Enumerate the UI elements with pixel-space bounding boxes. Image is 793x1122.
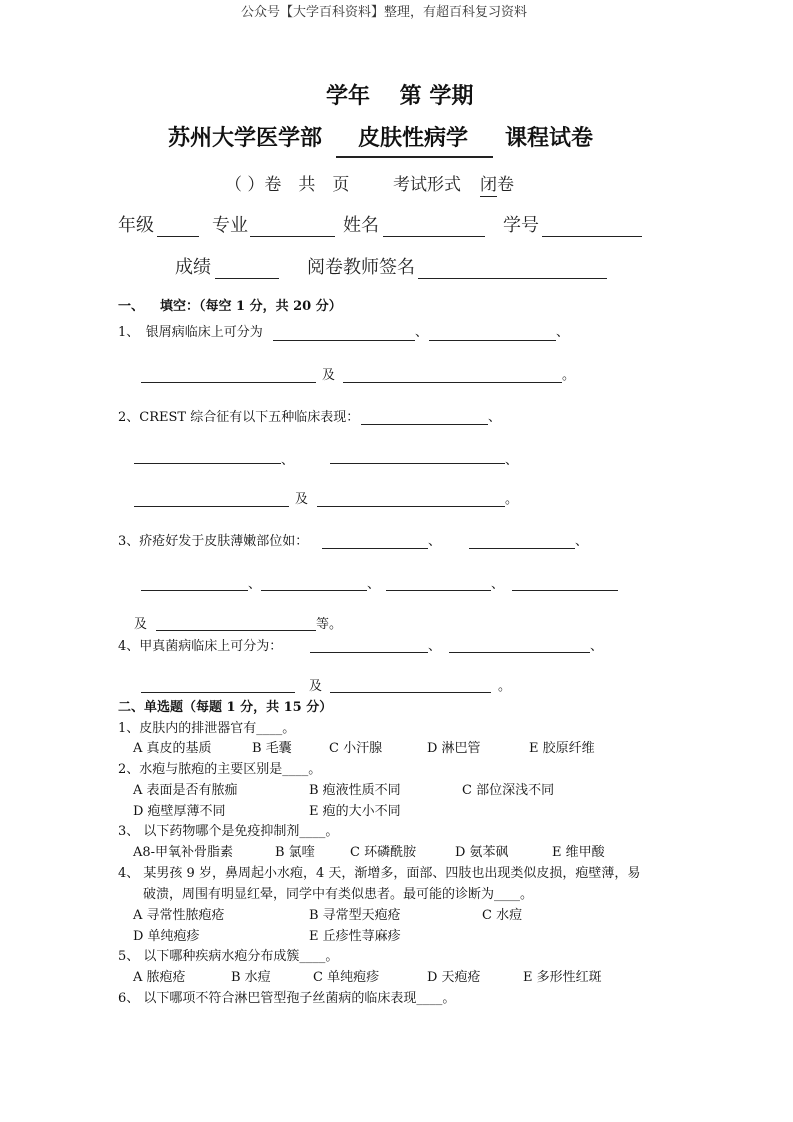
question-1: 1、 银屑病临床上可分为 — [118, 325, 263, 340]
answer-blank[interactable] — [134, 506, 289, 507]
volume-pages: （ ）卷 共 页 — [225, 175, 350, 195]
separator: 、 — [505, 453, 519, 468]
course-underline — [336, 156, 493, 158]
mc-question-6: 6、 以下哪项不符合淋巴管型孢子丝菌病的临床表现____。 — [118, 991, 456, 1006]
answer-blank[interactable] — [134, 463, 281, 464]
separator: 、 — [281, 453, 295, 468]
answer-blank[interactable] — [322, 548, 428, 549]
mc-question-5: 5、 以下哪种疾病水疱分布成簇____。 — [118, 949, 339, 964]
option-e[interactable]: E 丘疹性荨麻疹 — [309, 929, 401, 944]
mc-question-4: 4、 某男孩 9 岁，鼻周起小水疱，4 天，渐增多，面部、四肢也出现类似皮损，疱壁薄，易 — [118, 866, 641, 881]
title-school: 苏州大学医学部 — [168, 125, 323, 151]
mc-question-1: 1、皮肤内的排泄器官有____。 — [118, 721, 296, 736]
and-text: 及 — [134, 617, 148, 632]
option-a[interactable]: A 脓疱疮 — [133, 970, 186, 985]
answer-blank[interactable] — [386, 590, 491, 591]
major-label: 专业 — [212, 215, 248, 236]
option-b[interactable]: B 毛囊 — [252, 741, 292, 756]
mc-question-4-cont: 破溃，周围有明显红晕，同学中有类似患者。最可能的诊断为____。 — [143, 887, 534, 902]
option-e[interactable]: E 多形性红斑 — [523, 970, 602, 985]
section2-title: 二、单选题（每题 1 分，共 15 分） — [118, 700, 333, 715]
answer-blank[interactable] — [429, 340, 556, 341]
option-d[interactable]: D 单纯疱疹 — [133, 929, 200, 944]
question-4: 4、甲真菌病临床上可分为： — [118, 639, 283, 654]
period: 。 — [562, 368, 576, 383]
option-b[interactable]: B 疱液性质不同 — [309, 783, 401, 798]
option-c[interactable]: C 小汗腺 — [329, 741, 383, 756]
grade-field[interactable] — [157, 236, 199, 237]
option-a[interactable]: A 真皮的基质 — [133, 741, 212, 756]
id-label: 学号 — [503, 215, 539, 236]
separator: 、 — [248, 577, 262, 592]
option-e[interactable]: E 疱的大小不同 — [309, 804, 401, 819]
separator: 、 — [415, 325, 429, 340]
section1-number: 一、 — [118, 299, 145, 314]
option-b[interactable]: B 水痘 — [231, 970, 271, 985]
answer-blank[interactable] — [141, 382, 316, 383]
separator: 、 — [428, 534, 442, 549]
title-course: 皮肤性病学 — [358, 125, 469, 151]
grade-label: 年级 — [118, 215, 154, 236]
etc-text: 等。 — [316, 617, 343, 632]
answer-blank[interactable] — [361, 424, 488, 425]
answer-blank[interactable] — [141, 692, 295, 693]
answer-blank[interactable] — [512, 590, 618, 591]
exam-form-value: 闭卷 — [480, 175, 514, 195]
name-field[interactable] — [383, 236, 485, 237]
answer-blank[interactable] — [469, 548, 575, 549]
option-c[interactable]: C 部位深浅不同 — [462, 783, 555, 798]
mc-question-2: 2、水疱与脓疱的主要区别是____。 — [118, 762, 322, 777]
major-field[interactable] — [250, 236, 335, 237]
question-2: 2、CREST 综合征有以下五种临床表现： — [118, 410, 360, 425]
answer-blank[interactable] — [317, 506, 505, 507]
option-e[interactable]: E 维甲酸 — [552, 845, 605, 860]
option-d[interactable]: D 氨苯砜 — [455, 845, 509, 860]
option-b[interactable]: B 寻常型天疱疮 — [309, 908, 401, 923]
option-b[interactable]: B 氯喹 — [275, 845, 315, 860]
separator: 、 — [575, 534, 589, 549]
separator: 、 — [488, 410, 502, 425]
exam-form-label: 考试形式 — [393, 175, 461, 195]
answer-blank[interactable] — [449, 652, 590, 653]
title-suffix: 课程试卷 — [505, 125, 594, 151]
separator: 、 — [491, 577, 505, 592]
answer-blank[interactable] — [141, 590, 248, 591]
answer-blank[interactable] — [156, 630, 316, 631]
and-text: 及 — [309, 679, 323, 694]
period: 。 — [505, 492, 519, 507]
mc-question-3: 3、 以下药物哪个是免疫抑制剂____。 — [118, 824, 339, 839]
option-e[interactable]: E 胶原纤维 — [529, 741, 595, 756]
option-c[interactable]: C 单纯疱疹 — [313, 970, 380, 985]
option-d[interactable]: D 天疱疮 — [427, 970, 481, 985]
answer-blank[interactable] — [330, 463, 505, 464]
answer-blank[interactable] — [273, 340, 415, 341]
question-3: 3、疥疮好发于皮肤薄嫩部位如： — [118, 534, 309, 549]
period: 。 — [498, 679, 512, 694]
score-field[interactable] — [215, 278, 279, 279]
separator: 、 — [428, 639, 442, 654]
exam-form-underline — [480, 196, 497, 197]
separator: 、 — [590, 639, 604, 654]
title-term: 学年 第 学期 — [326, 83, 474, 109]
separator: 、 — [367, 577, 381, 592]
option-d[interactable]: D 淋巴管 — [427, 741, 481, 756]
watermark-header: 公众号【大学百科资料】整理，有超百科复习资料 — [241, 5, 528, 20]
grader-label: 阅卷教师签名 — [307, 257, 415, 278]
name-label: 姓名 — [343, 215, 379, 236]
option-a[interactable]: A 表面是否有脓痂 — [133, 783, 238, 798]
answer-blank[interactable] — [330, 692, 491, 693]
option-c[interactable]: C 环磷酰胺 — [350, 845, 417, 860]
grader-field[interactable] — [418, 278, 607, 279]
and-text: 及 — [322, 368, 336, 383]
answer-blank[interactable] — [261, 590, 367, 591]
answer-blank[interactable] — [310, 652, 428, 653]
score-label: 成绩 — [175, 257, 211, 278]
option-c[interactable]: C 水痘 — [482, 908, 523, 923]
answer-blank[interactable] — [343, 382, 562, 383]
id-field[interactable] — [542, 236, 642, 237]
section1-title: 填空：（每空 1 分，共 20 分） — [160, 299, 342, 314]
option-a[interactable]: A8-甲氧补骨脂素 — [133, 845, 234, 860]
and-text: 及 — [295, 492, 309, 507]
option-a[interactable]: A 寻常性脓疱疮 — [133, 908, 225, 923]
separator: 、 — [556, 325, 570, 340]
option-d[interactable]: D 疱壁厚薄不同 — [133, 804, 226, 819]
